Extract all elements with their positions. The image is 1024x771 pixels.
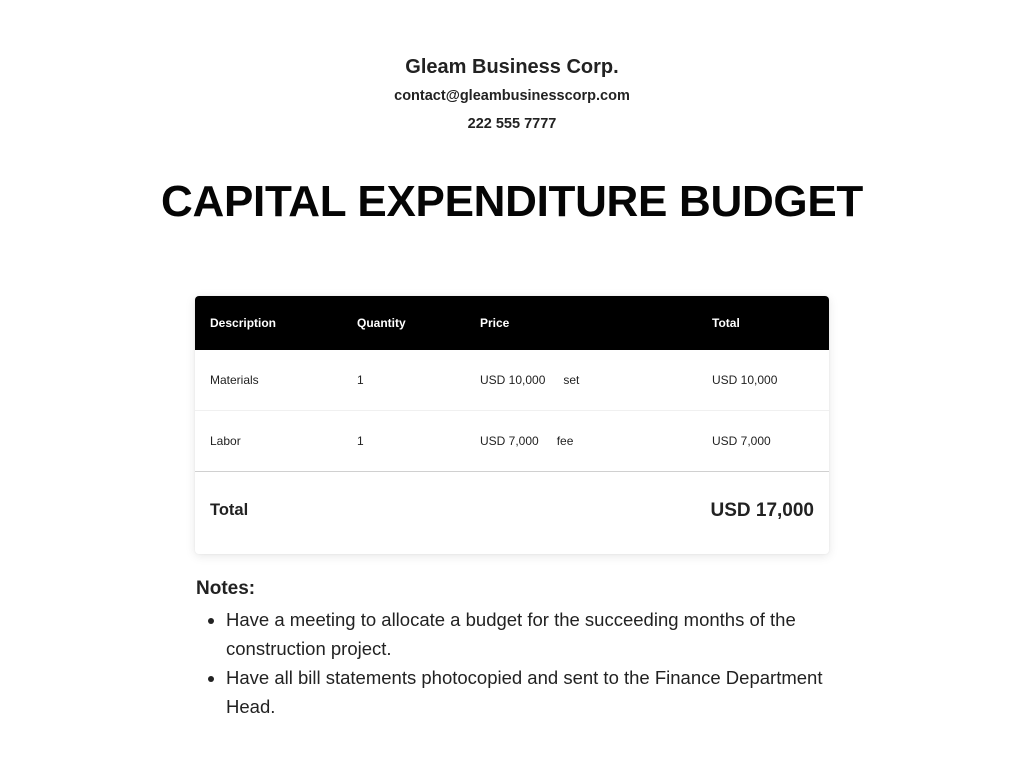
note-item: • Have all bill statements photocopied and sent to the Finance Department Head. — [226, 663, 830, 721]
header-description: Description — [210, 316, 277, 330]
company-header — [0, 54, 1024, 134]
header-quantity: Quantity — [357, 316, 406, 330]
row-price-value: USD 10,000 — [480, 373, 546, 387]
row-quantity: 1 — [357, 434, 364, 448]
company-phone: 222 555 7777 — [467, 116, 557, 132]
total-value: USD 17,000 — [710, 500, 814, 521]
row-description: Materials — [210, 373, 259, 387]
budget-table — [195, 296, 829, 554]
header-price: Price — [480, 316, 510, 330]
row-price — [480, 373, 579, 387]
notes-title: Notes: — [196, 578, 256, 599]
row-price — [480, 434, 573, 448]
row-price-unit: set — [563, 373, 580, 387]
row-total: USD 10,000 — [712, 373, 778, 387]
row-total: USD 7,000 — [712, 434, 771, 448]
note-item: • Have a meeting to allocate a budget for the succeeding months of the construction project. — [226, 605, 830, 663]
table-row — [195, 411, 829, 472]
row-quantity: 1 — [357, 373, 364, 387]
total-row — [195, 473, 829, 554]
company-email: contact@gleambusinesscorp.com — [394, 88, 630, 104]
notes-section — [196, 577, 830, 721]
row-description: Labor — [210, 434, 241, 448]
total-label: Total — [210, 501, 249, 519]
notes-list — [196, 605, 830, 721]
table-header — [195, 296, 829, 350]
row-price-unit: fee — [556, 434, 574, 448]
table-row — [195, 350, 829, 411]
company-name: Gleam Business Corp. — [405, 56, 619, 78]
document-title: CAPITAL EXPENDITURE BUDGET — [161, 177, 863, 226]
header-total: Total — [712, 316, 740, 330]
row-price-value: USD 7,000 — [480, 434, 539, 448]
